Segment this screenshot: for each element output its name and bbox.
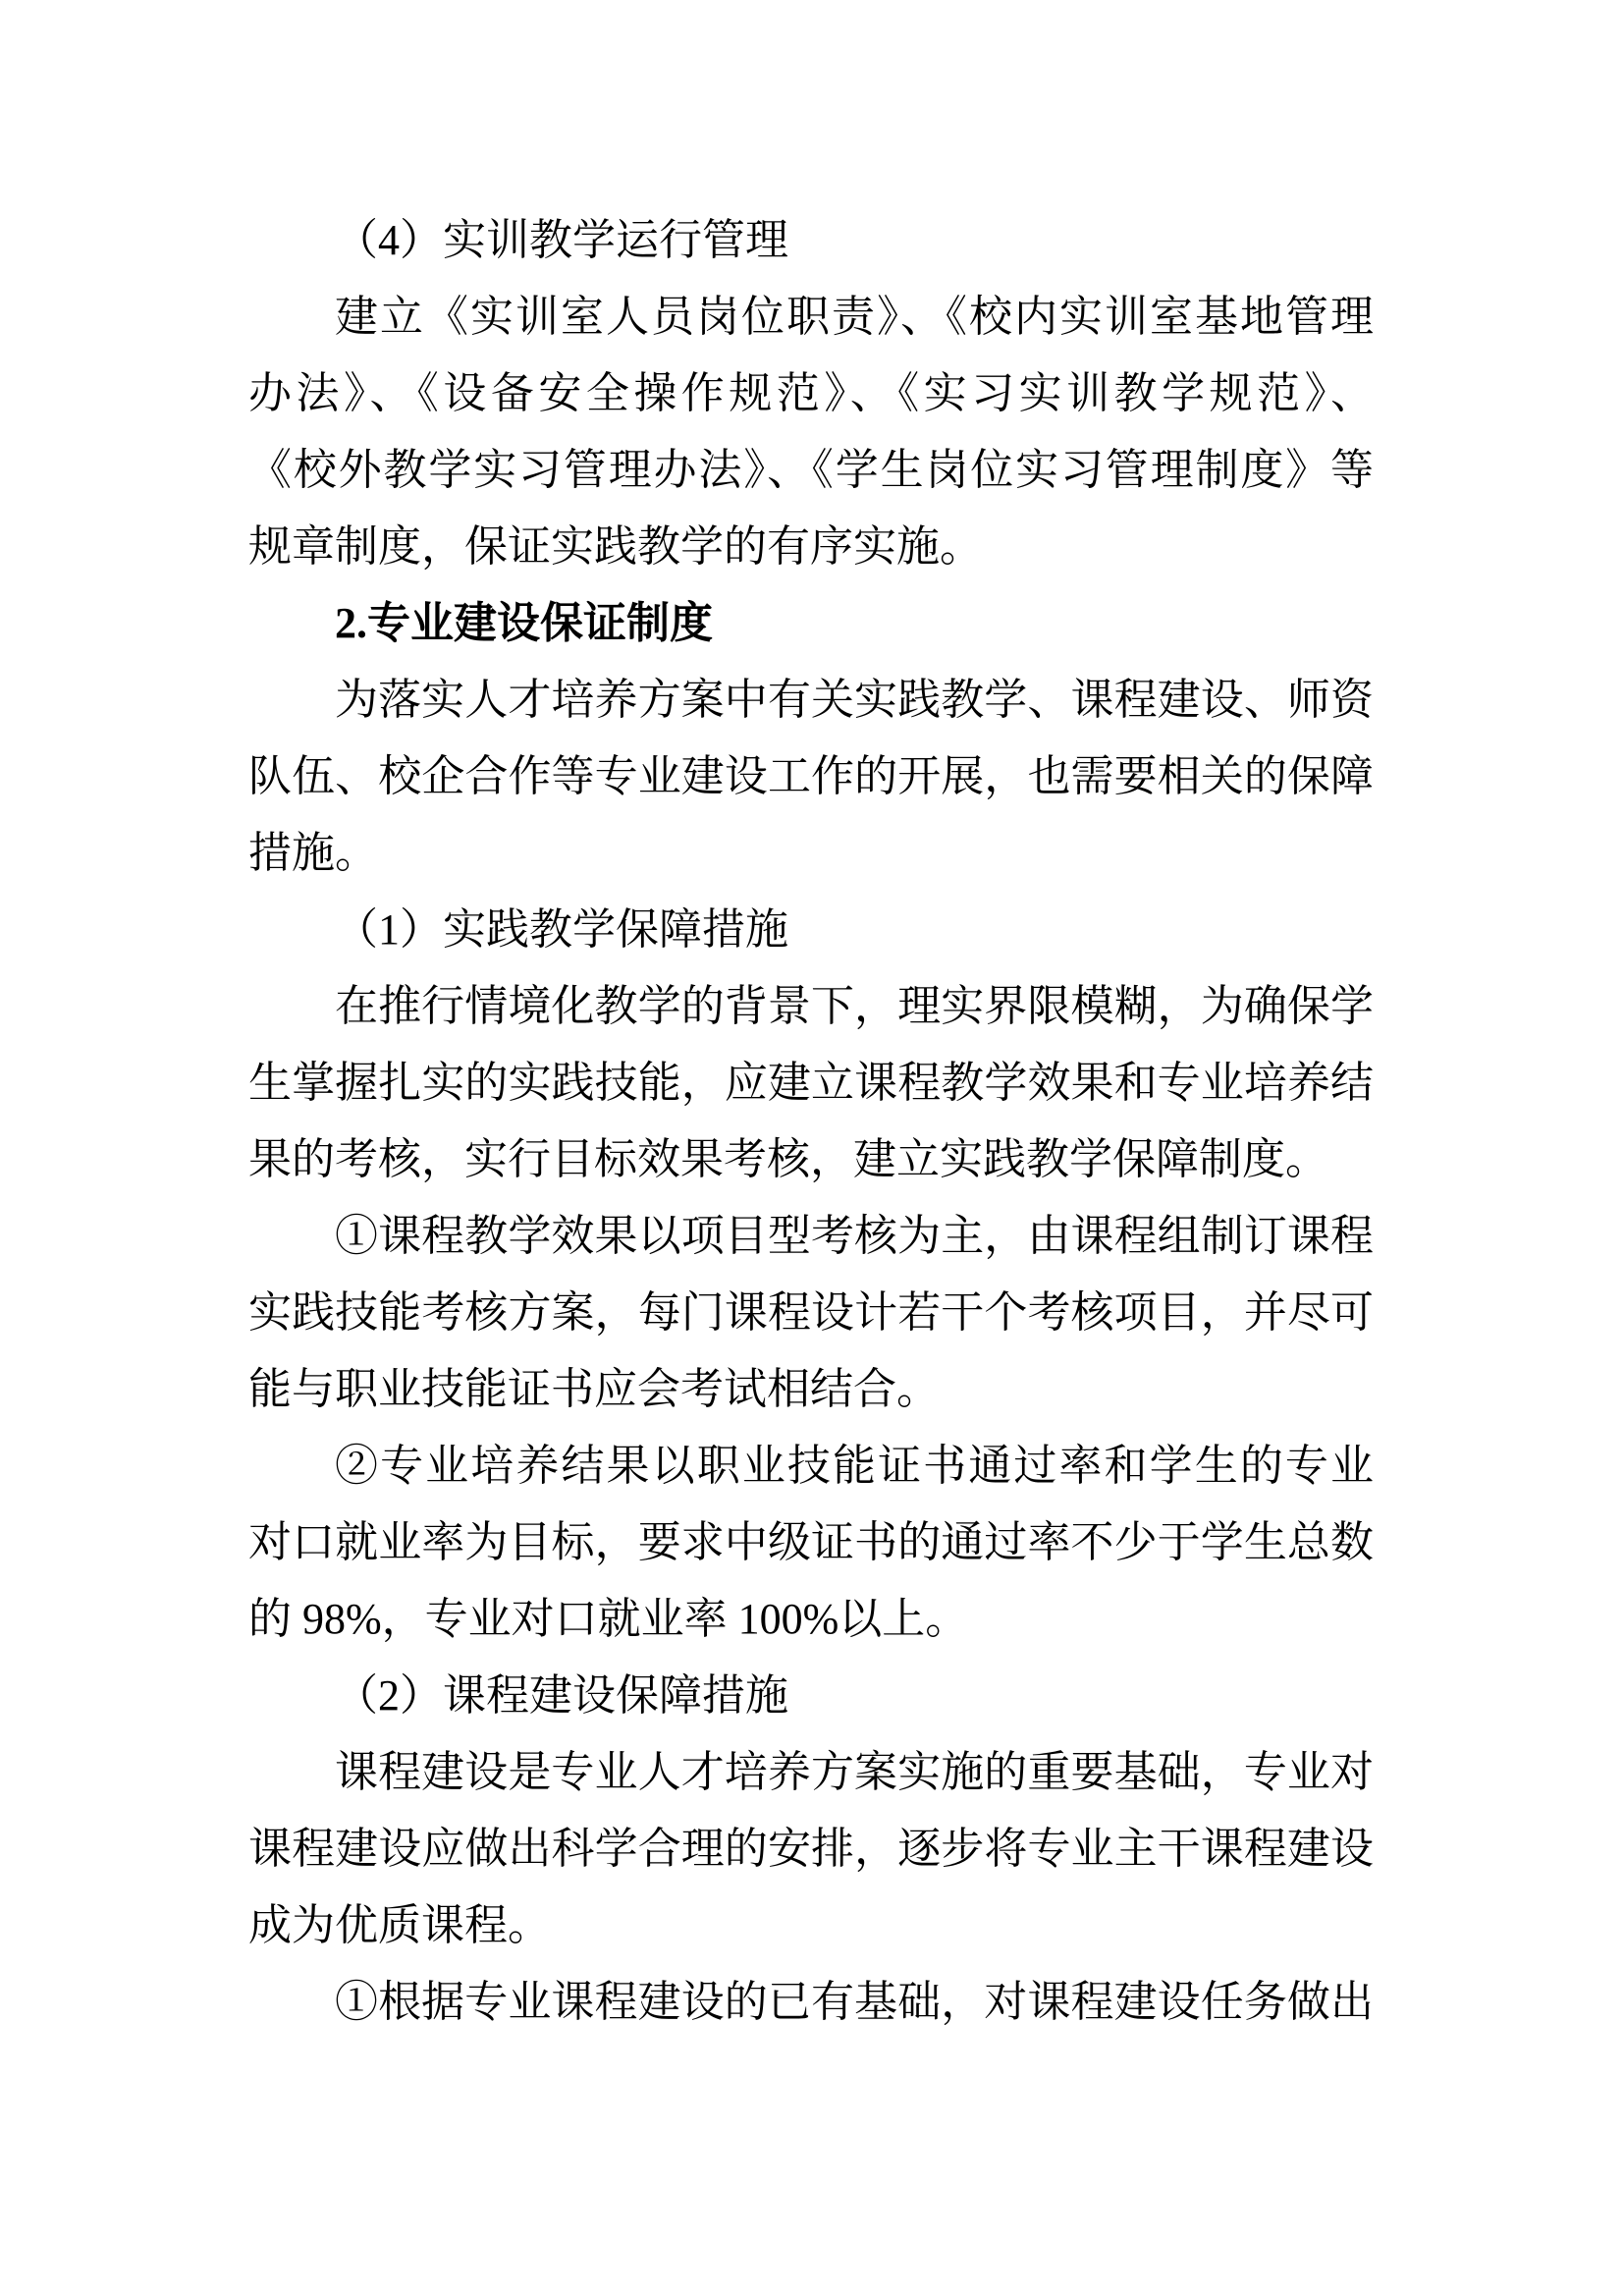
section-heading-professional-construction: 2.专业建设保证制度 <box>335 599 713 647</box>
paragraph-line: 队伍、校企合作等专业建设工作的开展，也需要相关的保障 <box>248 752 1374 800</box>
numbered-item-line: 对口就业率为目标，要求中级证书的通过率不少于学生总数 <box>248 1518 1374 1566</box>
subsection-heading-practice-teaching: （1）实践教学保障措施 <box>335 905 788 954</box>
paragraph-line: 课程建设是专业人才培养方案实施的重要基础，专业对 <box>335 1748 1374 1796</box>
numbered-item-line: ①根据专业课程建设的已有基础，对课程建设任务做出 <box>335 1978 1374 2026</box>
numbered-item-line: 能与职业技能证书应会考试相结合。 <box>248 1365 940 1413</box>
document-body <box>248 202 1374 2041</box>
numbered-item-line: 的 98%，专业对口就业率 100%以上。 <box>248 1595 969 1643</box>
paragraph-line: 措施。 <box>248 829 378 877</box>
subsection-heading-course-construction: （2）课程建设保障措施 <box>335 1671 788 1720</box>
paragraph-line: 果的考核，实行目标效果考核，建立实践教学保障制度。 <box>248 1135 1328 1183</box>
paragraph-line: 规章制度，保证实践教学的有序实施。 <box>248 522 983 571</box>
paragraph-line: 课程建设应做出科学合理的安排，逐步将专业主干课程建设 <box>248 1825 1374 1873</box>
numbered-item-line: 实践技能考核方案，每门课程设计若干个考核项目，并尽可 <box>248 1288 1374 1337</box>
paragraph-line: 在推行情境化教学的背景下，理实界限模糊，为确保学 <box>335 982 1374 1030</box>
numbered-item-line: ①课程教学效果以项目型考核为主，由课程组制订课程 <box>335 1212 1374 1260</box>
paragraph-line: 生掌握扎实的实践技能，应建立课程教学效果和专业培养结 <box>248 1059 1374 1107</box>
paragraph-line: 建立《实训室人员岗位职责》、《校内实训室基地管理 <box>335 293 1374 341</box>
paragraph-line: 为落实人才培养方案中有关实践教学、课程建设、师资 <box>335 676 1374 724</box>
numbered-item-line: ②专业培养结果以职业技能证书通过率和学生的专业 <box>335 1442 1374 1490</box>
subsection-heading-training-operation: （4）实训教学运行管理 <box>335 216 788 264</box>
paragraph-line: 《校外教学实习管理办法》、《学生岗位实习管理制度》等 <box>248 446 1374 494</box>
paragraph-line: 办法》、《设备安全操作规范》、《实习实训教学规范》、 <box>248 369 1374 417</box>
paragraph-line: 成为优质课程。 <box>248 1901 551 1949</box>
